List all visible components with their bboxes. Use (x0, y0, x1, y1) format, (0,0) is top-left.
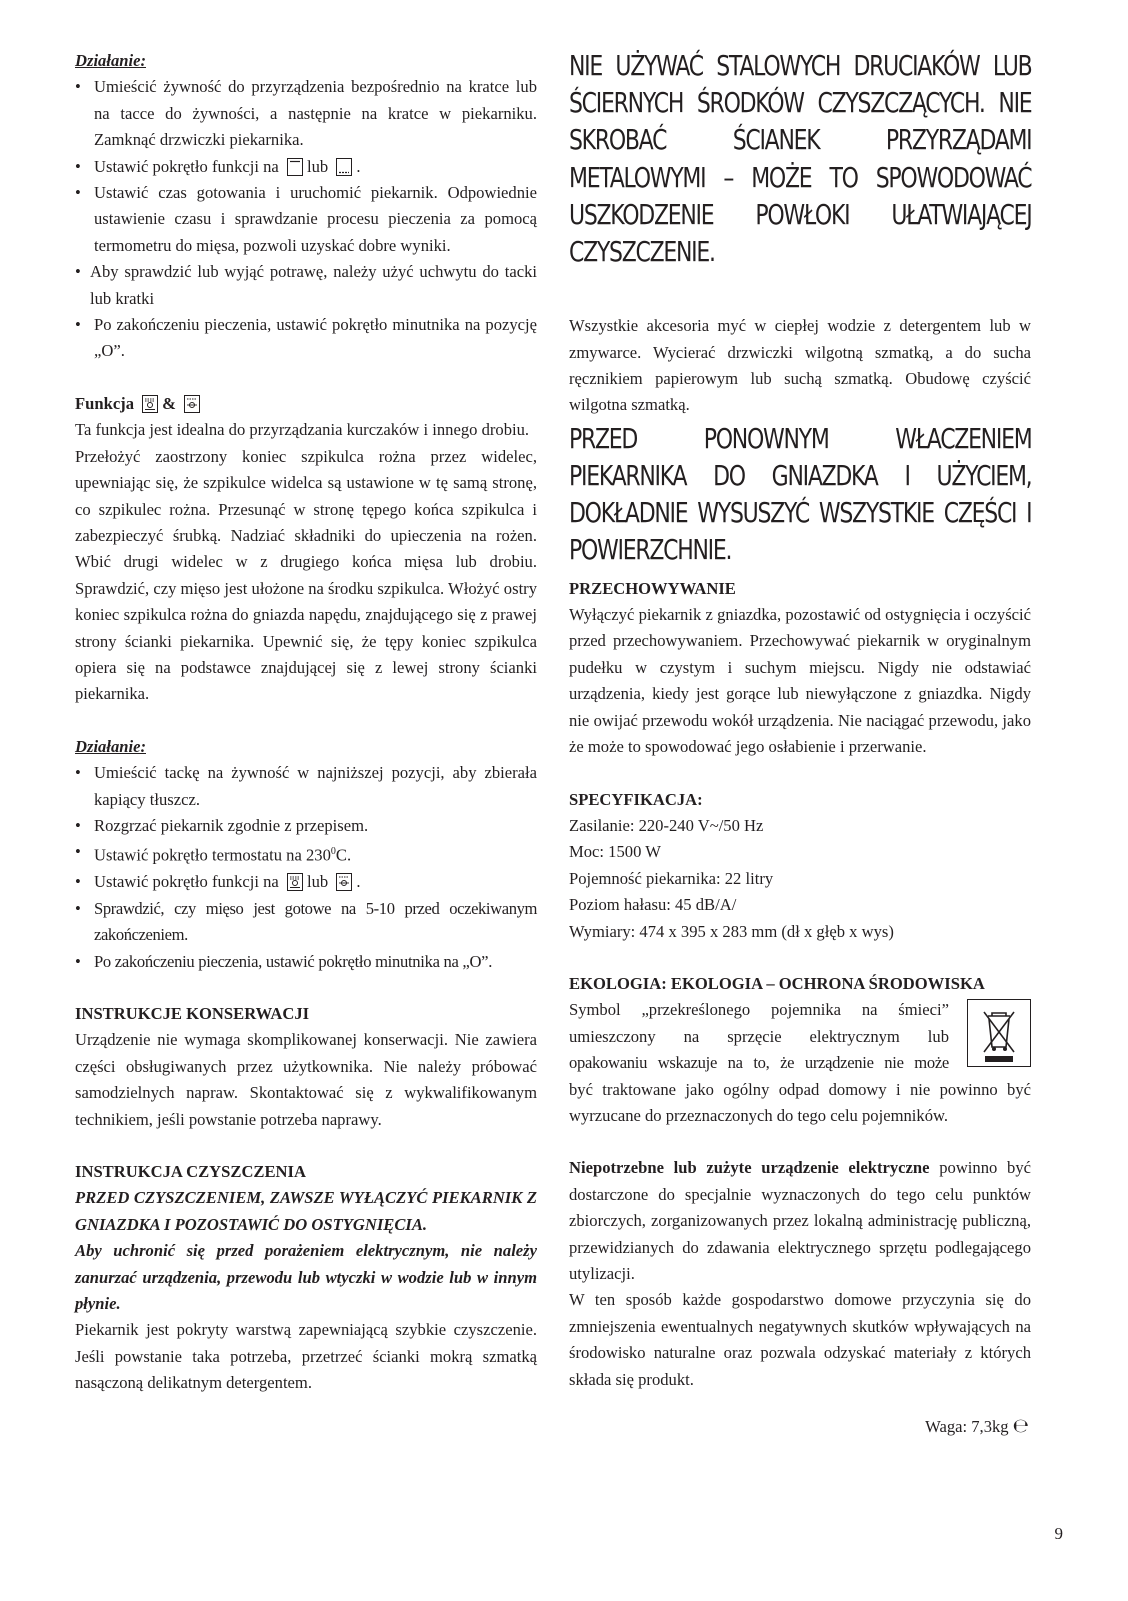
eko-line: Symbol „przekreślonego pojemnika na śmieci” (569, 1000, 949, 1020)
przechowywanie-paragraph: Wyłączyć piekarnik z gniazdka, pozostawić od ostygnięcia i oczyścić przed przechowywaniem. Przechowywać piekarnik w oryginalnym pudełku w czystym i suchym miejscu. Nigdy nie odstawiać urządzenia, kiedy jest gorące lub niewyłączone z gniazdka. Nigdy nie owijać przewodu wokół urządzenia. Nie naciągać przewodu, jako że może to spowodować jego osłabienie i przerwanie. (569, 605, 1031, 757)
rotisserie-icon (336, 873, 352, 891)
spec-line: Moc: 1500 W (569, 842, 661, 862)
dzialanie-list (75, 760, 537, 975)
dzialanie-heading: Działanie: (75, 51, 146, 70)
gospodarstwo-paragraph: W ten sposób każde gospodarstwo domowe przyczynia się do zmniejszenia ewentualnych negatywnych skutków wpływających na środowisko naturalne oraz pozwala odzyskać materiały z których składa się produkt. (569, 1290, 1031, 1389)
dzialanie-heading: Działanie: (75, 736, 146, 756)
dzialanie-list (75, 74, 537, 364)
czyszczenie-warning: PRZED CZYSZCZENIEM, ZAWSZE WYŁĄCZYĆ PIEKARNIK Z GNIAZDKA I POZOSTAWIĆ DO OSTYGNIĘCIA. (75, 1188, 537, 1234)
eko-line: opakowaniu wskazuje na to, że urządzenie nie może (569, 1053, 949, 1073)
wee-crossed-bin-icon (967, 999, 1031, 1067)
list-item: • Ustawić pokrętło funkcji na lub . (75, 154, 537, 180)
list-item: • Ustawić czas gotowania i uruchomić piekarnik. Odpowiednie ustawienie czasu i sprawdzanie procesu pieczenia za pomocą termometru do mięsa, pozwoli uzyskać dobre wyniki. (75, 180, 537, 259)
right-column (569, 48, 1031, 1440)
konserwacja-heading: INSTRUKCJE KONSERWACJI (75, 1003, 310, 1023)
list-item: • Umieścić tackę na żywność w najniższej pozycji, aby zbierała kapiący tłuszcz. (75, 760, 537, 813)
weight-line: Waga: 7,3kg ℮ (925, 1415, 1029, 1438)
czyszczenie-paragraph: Piekarnik jest pokryty warstwą zapewniającą szybkie czyszczenie. Jeśli powstanie taka potrzeba, przetrzeć ścianki mokrą szmatką nasączoną delikatnym detergentem. (75, 1320, 537, 1393)
page-number: 9 (1054, 1524, 1063, 1543)
spec-line: Poziom hałasu: 45 dB/A/ (569, 895, 737, 915)
bottom-heater-icon (336, 158, 352, 176)
list-item: • Rozgrzać piekarnik zgodnie z przepisem. (75, 813, 537, 839)
przechowywanie-heading: PRZECHOWYWANIE (569, 578, 736, 598)
eko-line: umieszczony na sprzęcie elektrycznym lub (569, 1026, 949, 1046)
funkcja-paragraph: Przełożyć zaostrzony koniec szpikulca rożna przez widelec, upewniając się, że szpikulce widelca są ustawione w tę samą stronę, co szpikulec rożna. Przesunąć w stronę tępego końca szpikulca i zabezpieczyć śrubką. Nadziać składniki do upieczenia na rożen. Wbić drugi widelec w z drugiego końca mięsa lub drobiu. Sprawdzić, czy mięso jest ułożone na środku szpikulca. Włożyć ostry koniec szpikulca rożna do gniazda napędu, znajdującego się z prawej strony ścianki piekarnika. Upewnić się, że tępy koniec szpikulca opiera się na podstawce znajdującej się z lewej strony ścianki piekarnika. (75, 446, 537, 704)
warning-banner: PRZED PONOWNYM WŁACZENIEM PIEKARNIKA DO GNIAZDKA I UŻYCIEM, DOKŁADNIE WYSUSZYĆ WSZYSTKIE CZĘŚCI I POWIERZCHNIE. (569, 422, 1032, 567)
list-item: • Po zakończeniu pieczenia, ustawić pokrętło minutnika na pozycję „O”. (75, 312, 537, 365)
rotisserie-grill-icon (142, 395, 158, 413)
spec-line: Wymiary: 474 x 395 x 283 mm (dł x głęb x wys) (569, 921, 894, 941)
funkcja-paragraph: Ta funkcja jest idealna do przyrządzania kurczaków i innego drobiu. (75, 420, 530, 440)
eko-block (569, 997, 1031, 1129)
list-item: • Umieścić żywność do przyrządzenia bezpośrednio na kratce lub na tacce do żywności, a następnie na kratce w piekarniku. Zamknąć drzwiczki piekarnika. (75, 74, 537, 153)
spec-line: Zasilanie: 220-240 V~/50 Hz (569, 815, 764, 835)
list-item: • Ustawić pokrętło termostatu na $230^0C$. (75, 839, 537, 869)
rotisserie-grill-icon (287, 873, 303, 891)
list-item: • Sprawdzić, czy mięso jest gotowe na 5-10 przed oczekiwanym zakończeniem. (75, 896, 537, 949)
czyszczenie-warning: Aby uchronić się przed porażeniem elektrycznym, nie należy zanurzać urządzenia, przewodu lub wtyczki w wodzie lub w innym płynie. (75, 1241, 537, 1313)
list-item: • Po zakończeniu pieczenia, ustawić pokrętło minutnika na „O”. (75, 949, 537, 975)
eko-paragraph: być traktowane jako ogólny odpad domowy i nie powinno być wyrzucane do przeznaczonych do tego celu pojemników. (569, 1079, 1031, 1125)
warning-banner: NIE UŻYWAĆ STALOWYCH DRUCIAKÓW LUB ŚCIERNYCH ŚRODKÓW CZYSZCZĄCYCH. NIE SKROBAĆ ŚCIANEK PRZYRZĄDAMI METALOWYMI – MOŻE TO SPOWODOWAĆ USZKODZENIE POWŁOKI UŁATWIAJĄCEJ CZYSZCZENIE. (569, 50, 1032, 269)
czyszczenie-heading: INSTRUKCJA CZYSZCZENIA (75, 1161, 306, 1181)
list-item: • Aby sprawdzić lub wyjąć potrawę, należy użyć uchwytu do tacki lub kratki (75, 259, 537, 312)
estimated-sign-icon: ℮ (1012, 1415, 1029, 1438)
akcesoria-paragraph: Wszystkie akcesoria myć w ciepłej wodzie z detergentem lub w zmywarce. Wycierać drzwiczki wilgotną szmatką, a do sucha ręcznikiem papierowym lub suchą szmatką. Obudowę czyścić wilgotna szmatką. (569, 316, 1031, 415)
spec-line: Pojemność piekarnika: 22 litry (569, 868, 774, 888)
top-heater-icon (287, 158, 303, 176)
eko-heading: EKOLOGIA: EKOLOGIA – OCHRONA ŚRODOWISKA (569, 973, 985, 993)
funkcja-heading: Funkcja & (75, 391, 537, 417)
spec-heading: SPECYFIKACJA: (569, 789, 703, 809)
rotisserie-icon (184, 395, 200, 413)
konserwacja-paragraph: Urządzenie nie wymaga skomplikowanej konserwacji. Nie zawiera części obsługiwanych przez użytkownika. Nie należy próbować samodzielnych napraw. Skontaktować się z wykwalifikowanym technikiem, jeśli powstanie potrzeba naprawy. (75, 1030, 537, 1129)
list-item: • Ustawić pokrętło funkcji na lub . (75, 869, 537, 895)
left-column (75, 48, 537, 1397)
niepotrzebne-paragraph: Niepotrzebne lub zużyte urządzenie elektryczne powinno być dostarczone do specjalnie wyznaczonych do tego celu punktów zbiorczych, zorganizowanych przez lokalną administrację publiczną, przewidzianych do zdawania elektrycznego sprzętu podlegającego utylizacji. (569, 1158, 1031, 1283)
